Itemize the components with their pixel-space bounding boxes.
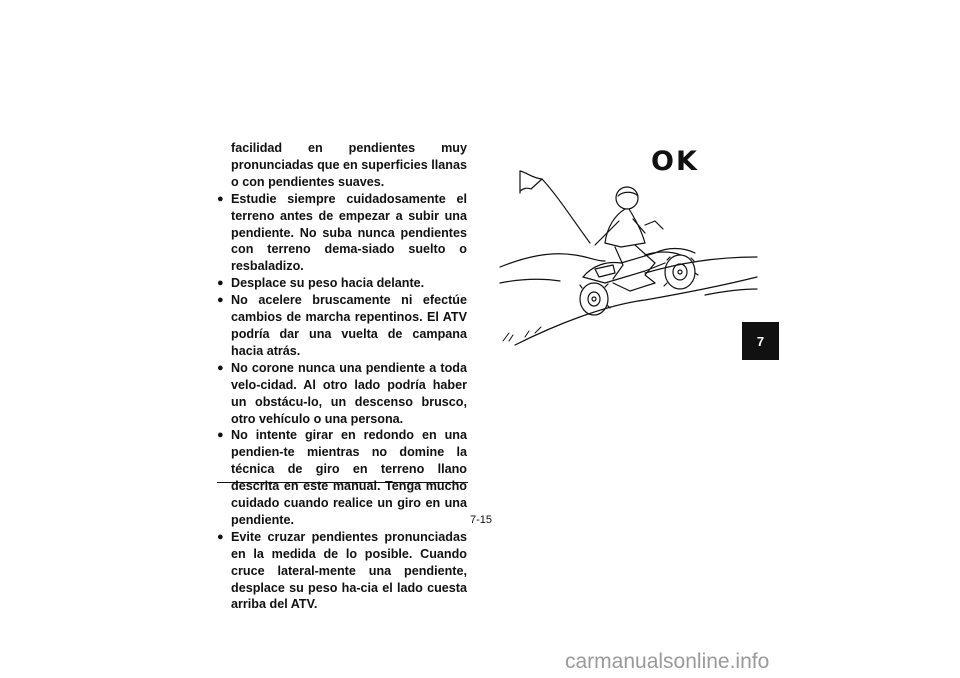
watermark-text: carmanualsonline.info xyxy=(565,650,770,673)
section-end-rule xyxy=(217,482,468,483)
atv-climbing-slope-illustration xyxy=(495,165,765,350)
list-item xyxy=(217,191,467,276)
bullet-icon: ● xyxy=(217,530,224,543)
continuation-paragraph: facilidad en pendientes muy pronunciadas que en superficies llanas o con pendientes suaves. xyxy=(231,141,467,189)
list-item xyxy=(217,427,467,528)
bullet-text: Estudie siempre cuidadosamente el terreno antes de empezar a subir una pendiente. No suba nunca pendientes con terreno dema-siado suelto o resbaladizo. xyxy=(231,191,467,274)
chapter-tab: 7 xyxy=(742,322,779,360)
bullet-text: No acelere bruscamente ni efectúe cambios de marcha repentinos. El ATV podría dar una vuelta de campana hacia atrás. xyxy=(231,293,467,358)
list-item xyxy=(217,292,467,360)
warning-text-column xyxy=(217,140,467,613)
bullet-text: No intente girar en redondo en una pendien-te mientras no domine la técnica de giro en terreno llano descrita en este manual. Tenga mucho cuidado cuando realice un giro en una pendiente. xyxy=(231,428,467,527)
list-item xyxy=(217,360,467,428)
page-number: 7-15 xyxy=(469,514,493,526)
figure-ok-label: OK xyxy=(651,146,699,177)
bullet-icon: ● xyxy=(217,294,224,307)
bullet-text: No corone nunca una pendiente a toda velo-cidad. Al otro lado podría haber un obstácu-lo, un descenso brusco, otro vehículo o una persona. xyxy=(231,360,467,426)
list-item xyxy=(217,275,467,292)
bullet-text: Evite cruzar pendientes pronunciadas en la medida de lo posible. Cuando cruce lateral-mente una pendiente, desplace su peso ha-cia el lado cuesta arriba del ATV. xyxy=(231,529,467,612)
list-item xyxy=(217,529,467,614)
bullet-icon: ● xyxy=(217,277,224,290)
bullet-text: Desplace su peso hacia delante. xyxy=(231,276,425,291)
bullet-icon: ● xyxy=(217,192,224,205)
bullet-icon: ● xyxy=(217,429,224,442)
bullet-icon: ● xyxy=(217,361,224,374)
